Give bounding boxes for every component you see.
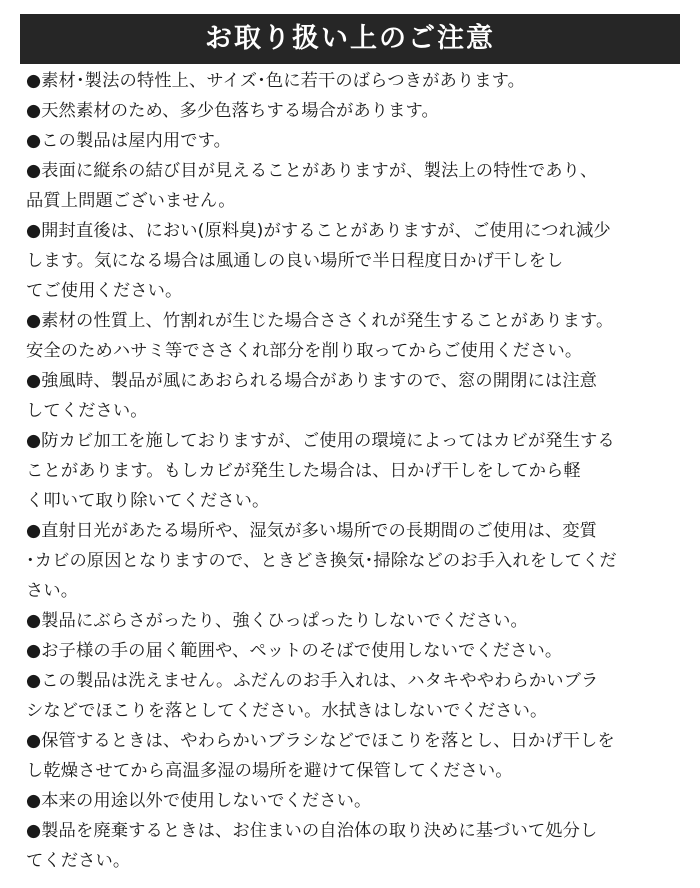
title-banner <box>20 14 680 64</box>
caution-item: ●直射日光があたる場所や、湿気が多い場所での長期間のご使用は、変質 ･カビの原因となりますので、ときどき換気･掃除などのお手入れをしてくだ さい。 <box>26 521 617 601</box>
caution-item: ●製品にぶらさがったり、強くひっぱったりしないでください。 <box>26 611 528 631</box>
caution-item: ●防カビ加工を施しておりますが、ご使用の環境によってはカビが発生する ことがあります。もしカビが発生した場合は、日かげ干しをしてから軽 く叩いて取り除いてください。 <box>26 431 615 511</box>
caution-list <box>26 66 686 876</box>
caution-item: ●表面に縦糸の結び目が見えることがありますが、製法上の特性であり、 品質上問題ございません。 <box>26 161 598 211</box>
caution-item: ●本来の用途以外で使用しないでください。 <box>26 791 372 811</box>
caution-item: ●保管するときは、やわらかいブラシなどでほこりを落とし、日かげ干しを し乾燥させてから高温多湿の場所を避けて保管してください。 <box>26 731 615 781</box>
caution-item: ●強風時、製品が風にあおられる場合がありますので、窓の開閉には注意 してください。 <box>26 371 598 421</box>
page-title: お取り扱い上のご注意 <box>205 23 495 54</box>
caution-item: ●素材の性質上、竹割れが生じた場合ささくれが発生することがあります。 安全のためハサミ等でささくれ部分を削り取ってからご使用ください。 <box>26 311 614 361</box>
caution-item: ●お子様の手の届く範囲や、ペットのそばで使用しないでください。 <box>26 641 563 661</box>
caution-item: ●天然素材のため、多少色落ちする場合があります。 <box>26 101 439 121</box>
caution-item: ●開封直後は、におい(原料臭)がすることがありますが、ご使用につれ減少 します。気になる場合は風通しの良い場所で半日程度日かげ干しをし てご使用ください。 <box>26 221 611 301</box>
caution-item: ●この製品は屋内用です。 <box>26 131 231 151</box>
caution-item: ●素材･製法の特性上、サイズ･色に若干のばらつきがあります。 <box>26 71 526 91</box>
caution-item: ●この製品は洗えません。ふだんのお手入れは、ハタキややわらかいブラ シなどでほこりを落としてください。水拭きはしないでください。 <box>26 671 599 721</box>
caution-item: ●製品を廃棄するときは、お住まいの自治体の取り決めに基づいて処分し てください。 <box>26 821 598 871</box>
